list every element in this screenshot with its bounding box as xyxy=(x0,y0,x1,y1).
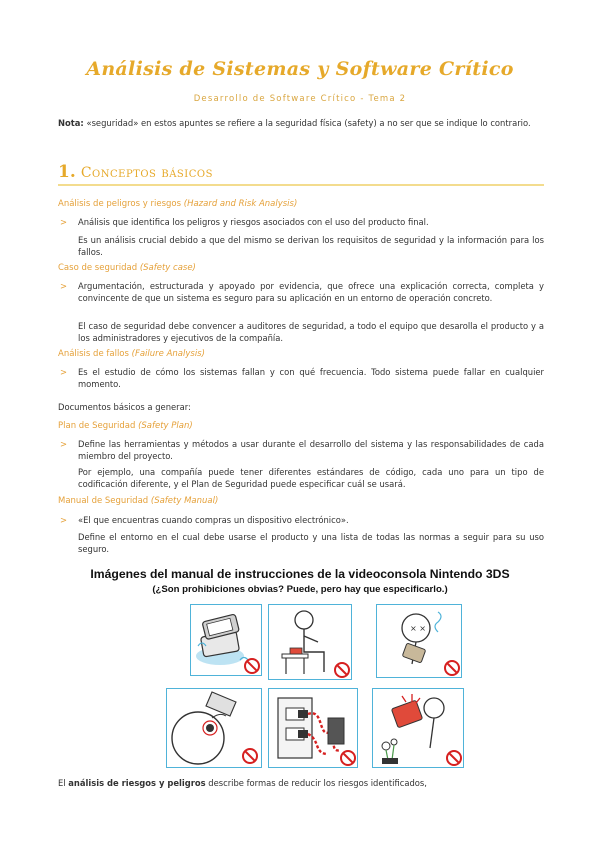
list-item xyxy=(58,438,544,463)
person-sitting-illustration xyxy=(268,604,352,680)
bullet-arrow: > xyxy=(60,217,68,227)
bullet-text: Es el estudio de cómo los sistemas fallan y con qué frecuencia. Todo sistema puede fallar en cualquier momento. xyxy=(78,367,544,390)
paragraph: Define el entorno en el cual debe usarse el producto y una lista de todas las normas a seguir para su uso seguro. xyxy=(78,532,544,555)
list-item xyxy=(58,514,544,526)
heading-english: (Safety Plan) xyxy=(138,421,193,431)
heading-safety-case xyxy=(58,263,544,273)
docs-intro: Documentos básicos a generar: xyxy=(58,402,191,412)
section-heading xyxy=(58,162,544,186)
heading-text: Manual de Seguridad xyxy=(58,496,151,506)
footer-post: describe formas de reducir los riesgos identificados, xyxy=(205,778,427,788)
heading-hazard-analysis xyxy=(58,199,544,209)
figure-subtitle: (¿Son prohibiciones obvias? Puede, pero hay que especificarlo.) xyxy=(152,584,448,595)
bullet-text: Define las herramientas y métodos a usar durante el desarrollo del sistema y las responsabilidades de cada miembro del proyecto. xyxy=(78,439,544,462)
heading-safety-plan xyxy=(58,421,544,431)
heading-english: (Failure Analysis) xyxy=(131,349,205,359)
section-number: 1. xyxy=(58,162,76,182)
bullet-text: «El que encuentras cuando compras un dispositivo electrónico». xyxy=(78,515,349,525)
bullet-arrow: > xyxy=(60,515,68,525)
paragraph: El caso de seguridad debe convencer a auditores de seguridad, a todo el equipo que desarolla el producto y a los administradores y ejecutivos de la compañía. xyxy=(78,321,544,344)
list-item xyxy=(58,216,544,228)
heading-english: (Safety case) xyxy=(139,263,196,273)
heading-text: Plan de Seguridad xyxy=(58,421,139,431)
dizzy-player-illustration xyxy=(376,604,462,678)
note-label: Nota: xyxy=(58,118,84,128)
paragraph: Es un análisis crucial debido a que del mismo se derivan los requisitos de seguridad y la información para los fallos. xyxy=(78,235,544,258)
footer-pre: El xyxy=(58,778,69,788)
document-subtitle: Desarrollo de Software Crítico - Tema 2 xyxy=(193,94,407,104)
heading-text: Análisis de fallos xyxy=(58,349,132,359)
document-title: Análisis de Sistemas y Software Crítico xyxy=(86,58,514,80)
bullet-arrow: > xyxy=(60,439,68,449)
console-water-illustration xyxy=(190,604,262,676)
bullet-arrow: > xyxy=(60,367,68,377)
paragraph: Por ejemplo, una compañía puede tener diferentes estándares de código, cada uno para un tipo de codificación diferente, y el Plan de Seguridad puede especificar cuál se usará. xyxy=(78,467,544,490)
heading-text: Caso de seguridad xyxy=(58,263,140,273)
bullet-text: Argumentación, estructurada y apoyado por evidencia, que ofrece una explicación correcta, completa y convincente de que un sistema es seguro para su aplicación en un entorno de operación concreto. xyxy=(78,281,544,304)
hot-console-illustration xyxy=(372,688,464,768)
heading-english: (Hazard and Risk Analysis) xyxy=(183,199,298,209)
heading-text: Análisis de peligros y riesgos xyxy=(58,199,184,209)
stylus-eye-illustration xyxy=(166,688,262,768)
overloaded-outlet-illustration xyxy=(268,688,358,768)
footer-paragraph xyxy=(58,778,544,788)
list-item xyxy=(58,280,544,305)
section-title: Conceptos básicos xyxy=(80,165,213,181)
heading-failure-analysis xyxy=(58,349,544,359)
bullet-text: Análisis que identifica los peligros y riesgos asociados con el uso del producto final. xyxy=(78,217,429,227)
footer-strong: análisis de riesgos y peligros xyxy=(68,778,206,788)
figure-title: Imágenes del manual de instrucciones de la videoconsola Nintendo 3DS xyxy=(90,567,510,581)
note-text: «seguridad» en estos apuntes se refiere a la seguridad física (safety) a no ser que se indique lo contrario. xyxy=(83,118,531,128)
note-paragraph xyxy=(58,117,544,130)
heading-safety-manual xyxy=(58,496,544,506)
bullet-arrow: > xyxy=(60,281,68,291)
heading-english: (Safety Manual) xyxy=(150,496,219,506)
list-item xyxy=(58,366,544,391)
svg-text:× ×: × × xyxy=(410,624,426,633)
